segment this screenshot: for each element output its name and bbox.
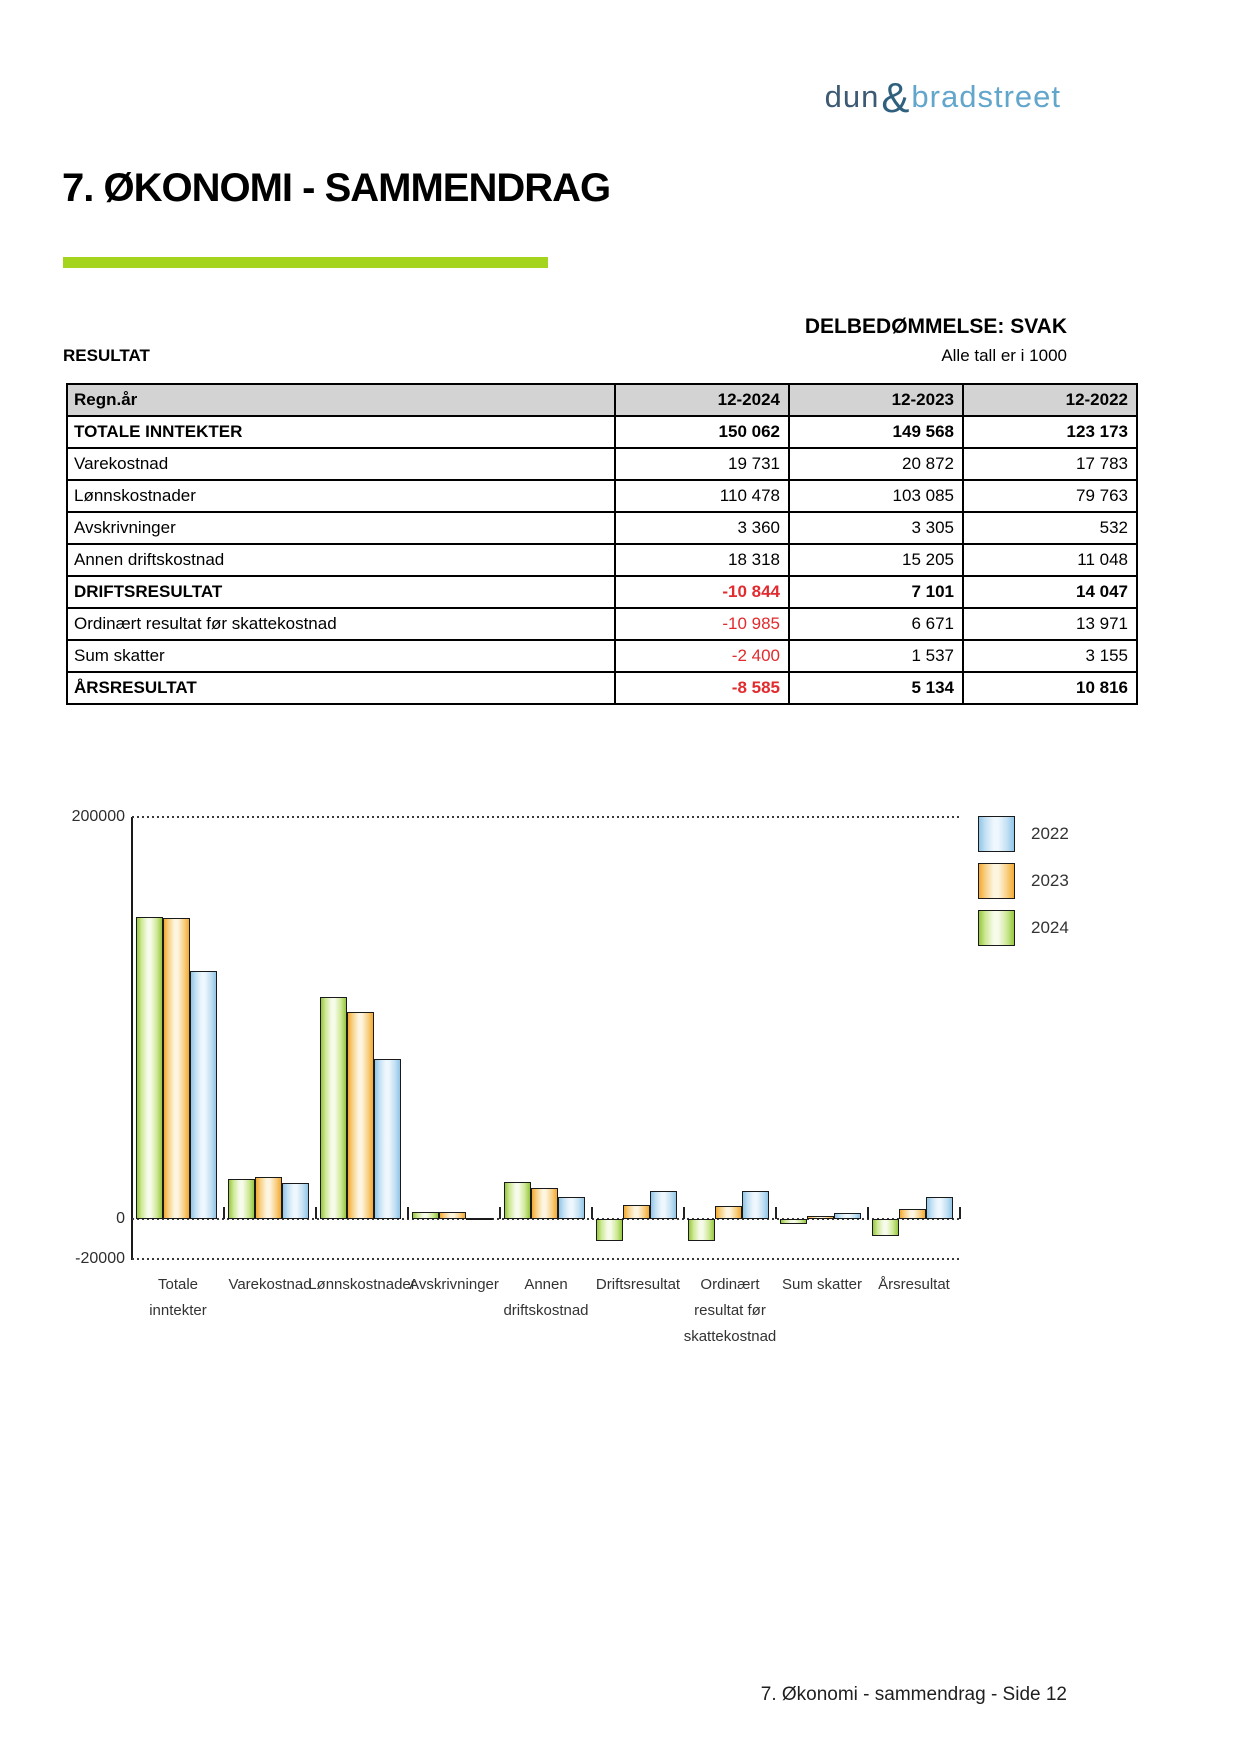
cell-value: 532 — [963, 512, 1137, 544]
row-label: ÅRSRESULTAT — [67, 672, 615, 704]
row-label: Varekostnad — [67, 448, 615, 480]
x-axis-tick — [315, 1207, 317, 1219]
x-category-label-line: skattekostnad — [683, 1328, 777, 1345]
x-axis-tick — [499, 1207, 501, 1219]
y-tick-label-neg20000: -20000 — [75, 1250, 125, 1267]
x-category-label-line: Avskrivninger — [409, 1276, 499, 1293]
page-title: 7. ØKONOMI - SAMMENDRAG — [62, 166, 611, 210]
cell-value: 103 085 — [789, 480, 963, 512]
y-tick-label-0: 0 — [116, 1210, 125, 1227]
table-row — [67, 672, 1137, 704]
cell-value: 150 062 — [615, 416, 789, 448]
cell-value: -10 844 — [615, 576, 789, 608]
x-axis-tick — [407, 1207, 409, 1219]
row-label: TOTALE INNTEKTER — [67, 416, 615, 448]
dnb-logo-bradstreet: bradstreet — [911, 79, 1061, 114]
bar-2023-8 — [807, 1216, 834, 1219]
bar-2022-6 — [650, 1191, 677, 1219]
x-category-label-line: resultat før — [694, 1302, 766, 1319]
x-category-label-line: Varekostnad — [228, 1276, 312, 1293]
x-axis-tick — [223, 1207, 225, 1219]
gridline-neg20000 — [132, 1258, 960, 1260]
cell-value: 20 872 — [789, 448, 963, 480]
row-label: Ordinært resultat før skattekostnad — [67, 608, 615, 640]
bar-2023-2 — [255, 1177, 282, 1219]
bar-2022-5 — [558, 1197, 585, 1219]
column-header: 12-2023 — [789, 384, 963, 416]
legend-label-2022: 2022 — [1031, 824, 1069, 843]
cell-value: 79 763 — [963, 480, 1137, 512]
bar-2022-8 — [834, 1213, 861, 1219]
legend-label-2023: 2023 — [1031, 871, 1069, 890]
dnb-logo — [825, 74, 1061, 122]
cell-value: -10 985 — [615, 608, 789, 640]
bar-2023-4 — [439, 1212, 466, 1219]
page-footer: 7. Økonomi - sammendrag - Side 12 — [760, 1684, 1067, 1705]
row-label: DRIFTSRESULTAT — [67, 576, 615, 608]
bar-2022-9 — [926, 1197, 953, 1219]
x-category-label-line: Driftsresultat — [595, 1276, 681, 1293]
table-row — [67, 544, 1137, 576]
cell-value: 19 731 — [615, 448, 789, 480]
chart-legend — [978, 816, 1069, 957]
cell-value: 6 671 — [789, 608, 963, 640]
column-header: Regn.år — [67, 384, 615, 416]
bar-2022-3 — [374, 1059, 401, 1219]
section-label: RESULTAT — [63, 346, 150, 365]
cell-value: 14 047 — [963, 576, 1137, 608]
cell-value: 18 318 — [615, 544, 789, 576]
bar-2022-4 — [466, 1218, 493, 1220]
bar-2022-2 — [282, 1183, 309, 1219]
bar-2024-3 — [320, 997, 347, 1219]
bar-2023-5 — [531, 1188, 558, 1219]
title-underline — [63, 257, 548, 268]
bar-2024-6 — [596, 1219, 623, 1241]
row-label: Lønnskostnader — [67, 480, 615, 512]
cell-value: -2 400 — [615, 640, 789, 672]
table-row — [67, 640, 1137, 672]
results-table-head — [67, 384, 1137, 416]
legend-item-2023 — [978, 863, 1069, 899]
table-row — [67, 416, 1137, 448]
bar-2024-8 — [780, 1219, 807, 1224]
row-label: Avskrivninger — [67, 512, 615, 544]
cell-value: 15 205 — [789, 544, 963, 576]
bar-2023-1 — [163, 918, 190, 1219]
cell-value: 13 971 — [963, 608, 1137, 640]
cell-value: 3 360 — [615, 512, 789, 544]
bar-chart-plot-area — [132, 817, 960, 1345]
x-category-label-line: inntekter — [149, 1302, 207, 1319]
x-category-label-line: Sum skatter — [781, 1276, 863, 1293]
bar-2023-7 — [715, 1206, 742, 1219]
x-axis-tick — [959, 1207, 961, 1219]
x-axis-tick — [867, 1207, 869, 1219]
column-header: 12-2022 — [963, 384, 1137, 416]
dnb-logo-dun: dun — [824, 79, 880, 114]
legend-item-2024 — [978, 910, 1069, 946]
x-category-label-line: Totale — [157, 1276, 199, 1293]
x-category-label-line: Årsresultat — [878, 1276, 950, 1293]
bar-2022-1 — [190, 971, 217, 1219]
dnb-logo-ampersand-icon: & — [881, 74, 910, 121]
units-note: Alle tall er i 1000 — [941, 346, 1067, 365]
cell-value: 7 101 — [789, 576, 963, 608]
cell-value: 149 568 — [789, 416, 963, 448]
bar-2023-9 — [899, 1209, 926, 1219]
cell-value: 3 155 — [963, 640, 1137, 672]
legend-label-2024: 2024 — [1031, 918, 1069, 937]
column-header: 12-2024 — [615, 384, 789, 416]
legend-swatch-2022 — [978, 816, 1015, 852]
results-table — [66, 383, 1138, 705]
table-header-row — [67, 384, 1137, 416]
cell-value: 5 134 — [789, 672, 963, 704]
x-category-label-line: driftskostnad — [503, 1302, 589, 1319]
assessment-heading: DELBEDØMMELSE: SVAK — [804, 315, 1067, 338]
cell-value: 11 048 — [963, 544, 1137, 576]
cell-value: 110 478 — [615, 480, 789, 512]
x-category-label-line: Lønnskostnader — [308, 1276, 416, 1293]
table-row — [67, 576, 1137, 608]
bar-2024-5 — [504, 1182, 531, 1219]
bar-2022-7 — [742, 1191, 769, 1219]
x-category-label — [839, 1272, 989, 1298]
bar-2024-9 — [872, 1219, 899, 1236]
x-axis-tick — [683, 1207, 685, 1219]
table-row — [67, 448, 1137, 480]
bar-2024-4 — [412, 1212, 439, 1219]
cell-value: 10 816 — [963, 672, 1137, 704]
legend-item-2022 — [978, 816, 1069, 852]
table-row — [67, 512, 1137, 544]
bar-2023-3 — [347, 1012, 374, 1219]
row-label: Sum skatter — [67, 640, 615, 672]
gridline-200000 — [132, 816, 960, 818]
x-axis-tick — [591, 1207, 593, 1219]
table-row — [67, 480, 1137, 512]
y-tick-label-200000: 200000 — [71, 808, 125, 825]
cell-value: 3 305 — [789, 512, 963, 544]
row-label: Annen driftskostnad — [67, 544, 615, 576]
cell-value: 123 173 — [963, 416, 1137, 448]
cell-value: -8 585 — [615, 672, 789, 704]
x-category-label-line: Annen — [524, 1276, 568, 1293]
legend-swatch-2024 — [978, 910, 1015, 946]
cell-value: 17 783 — [963, 448, 1137, 480]
table-row — [67, 608, 1137, 640]
bar-2023-6 — [623, 1205, 650, 1219]
x-axis-tick — [775, 1207, 777, 1219]
cell-value: 1 537 — [789, 640, 963, 672]
bar-2024-2 — [228, 1179, 255, 1219]
x-category-label-line: Ordinært — [700, 1276, 760, 1293]
results-table-body — [67, 416, 1137, 704]
legend-swatch-2023 — [978, 863, 1015, 899]
bar-2024-1 — [136, 917, 163, 1219]
bar-2024-7 — [688, 1219, 715, 1241]
